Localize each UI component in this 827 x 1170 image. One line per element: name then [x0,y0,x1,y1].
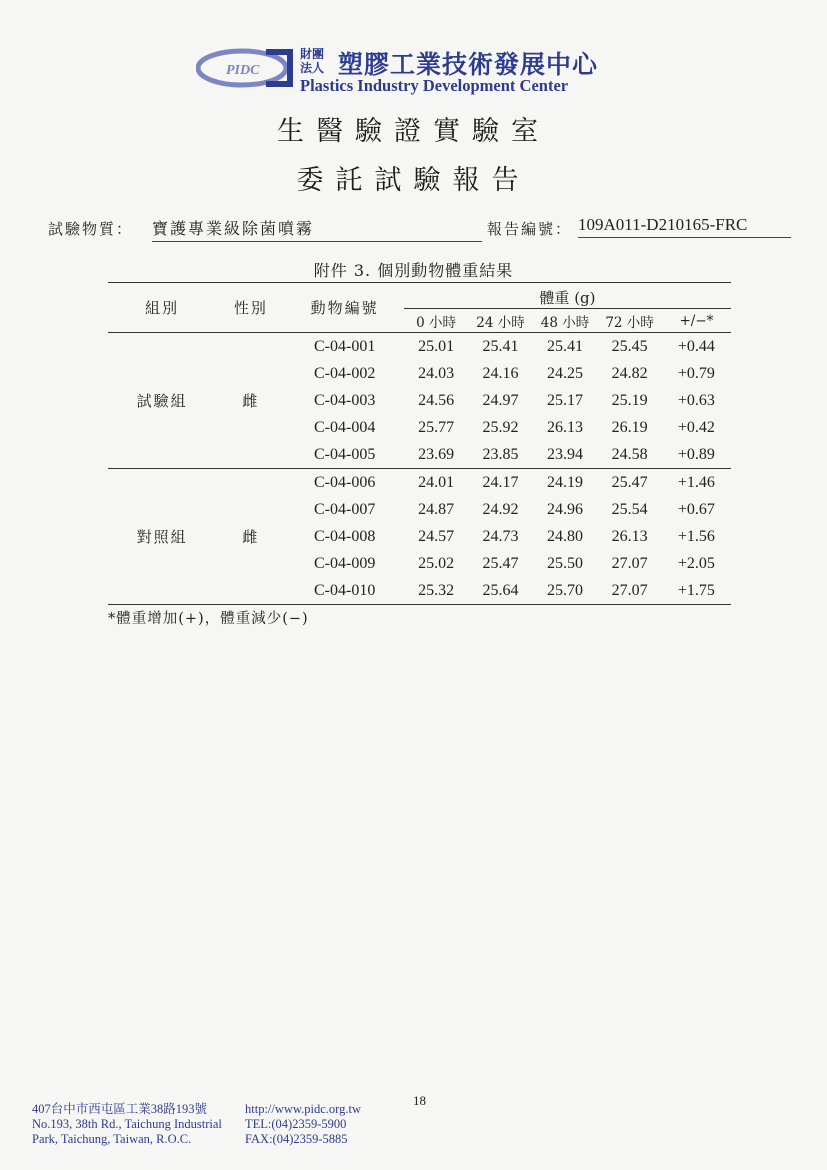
weight-cell: 26.13 [611,527,648,545]
website-link[interactable]: http://www.pidc.org.tw [245,1102,361,1116]
org-type-label-2: 法人 [300,61,325,75]
report-number-value: 109A011-D210165-FRC [578,215,791,238]
weight-cell: 25.47 [611,473,648,491]
weight-cell: 25.54 [611,500,648,518]
lab-title: 生醫驗證實驗室 [277,116,550,147]
weight-cell: 25.19 [611,391,648,409]
weight-cell: 27.07 [611,554,648,572]
animal-id-cell: C-04-006 [313,473,376,491]
weight-cell: 25.17 [547,391,584,409]
animal-id-cell: C-04-001 [313,337,376,355]
table-row [108,333,731,361]
animal-id-cell: C-04-005 [285,441,404,469]
address-en-line-1: No.193, 38th Rd., Taichung Industrial [32,1117,222,1131]
org-type-label-1: 財團 [300,47,325,61]
weight-change-cell: +0.79 [677,364,715,382]
header-diff: +/−* [662,309,731,333]
weight-cell: 24.01 [418,473,455,491]
weight-cell: 26.13 [547,418,584,436]
weight-change-cell: +0.67 [677,500,715,518]
animal-id-cell: C-04-004 [313,418,376,436]
header-group: 組別 [108,283,216,333]
weight-cell: 24.16 [482,364,519,382]
table-row [108,469,731,497]
weight-cell: 25.01 [418,337,455,355]
group-name-cell: 試驗組 [108,333,216,469]
weight-cell: 23.69 [404,441,468,469]
fax: FAX:(04)2359-5885 [245,1132,348,1146]
weight-cell: 24.80 [547,527,584,545]
org-name-en: Plastics Industry Development Center [300,76,569,95]
report-number-label: 報告編號： [487,220,573,238]
weight-cell: 25.32 [404,577,468,605]
weight-cell: 25.50 [547,554,584,572]
report-title: 委託試驗報告 [296,165,531,196]
weight-cell: 24.87 [418,500,455,518]
weight-cell: 25.92 [482,418,519,436]
weight-cell: 24.17 [482,473,519,491]
weight-cell: 25.41 [482,337,519,355]
animal-id-cell: C-04-010 [285,577,404,605]
weight-cell: 25.64 [468,577,533,605]
substance-label: 試驗物質： [48,220,134,238]
sex-cell: 雌 [216,333,285,469]
header-72h: 72 小時 [597,309,662,333]
weight-cell: 23.85 [468,441,533,469]
logo-text: PIDC [226,63,260,78]
org-name-zh: 塑膠工業技術發展中心 [338,50,599,79]
animal-id-cell: C-04-008 [313,527,376,545]
weight-cell: 24.25 [547,364,584,382]
weight-cell: 25.02 [418,554,455,572]
telephone: TEL:(04)2359-5900 [245,1117,347,1131]
weight-cell: 27.07 [597,577,662,605]
weight-change-cell: +2.05 [677,554,715,572]
weight-change-cell: +0.63 [677,391,715,409]
table-body [108,333,731,605]
header-24h: 24 小時 [468,309,533,333]
weight-cell: 24.57 [418,527,455,545]
weight-change-cell: +0.42 [677,418,715,436]
weight-cell: 23.94 [533,441,598,469]
weight-cell: 25.77 [418,418,455,436]
table-footnote: *體重增加(+)，體重減少(−) [108,611,309,627]
weight-cell: 25.47 [482,554,519,572]
weight-change-cell: +1.46 [677,473,715,491]
weight-cell: 25.41 [547,337,584,355]
weight-cell: 25.70 [533,577,598,605]
body-weight-table [108,282,731,605]
header-0h: 0 小時 [404,309,468,333]
weight-change-cell: +0.89 [662,441,731,469]
header-sex: 性別 [216,283,285,333]
weight-cell: 24.96 [547,500,584,518]
weight-change-cell: +1.56 [677,527,715,545]
weight-cell: 24.82 [611,364,648,382]
weight-cell: 24.58 [597,441,662,469]
weight-cell: 24.19 [547,473,584,491]
animal-id-cell: C-04-009 [313,554,376,572]
weight-cell: 24.73 [482,527,519,545]
weight-change-cell: +1.75 [662,577,731,605]
weight-change-cell: +0.44 [677,337,715,355]
substance-value: 寶護專業級除菌噴霧 [152,216,482,242]
group-name-cell: 對照組 [108,469,216,605]
weight-cell: 25.45 [611,337,648,355]
address-zh: 407台中市西屯區工業38路193號 [32,1102,208,1116]
weight-cell: 24.03 [418,364,455,382]
address-en-line-2: Park, Taichung, Taiwan, R.O.C. [32,1132,192,1146]
animal-id-cell: C-04-002 [313,364,376,382]
weight-cell: 24.97 [482,391,519,409]
page-number: 18 [413,1093,426,1108]
weight-cell: 24.92 [482,500,519,518]
animal-id-cell: C-04-003 [313,391,376,409]
animal-id-cell: C-04-007 [313,500,376,518]
weight-cell: 26.19 [611,418,648,436]
header-48h: 48 小時 [533,309,598,333]
pidc-logo [196,46,294,90]
header-animal-id: 動物編號 [285,283,404,333]
weight-cell: 24.56 [418,391,455,409]
header-body-weight: 體重 (g) [404,283,731,309]
sex-cell: 雌 [216,469,285,605]
table-caption: 附件 3. 個別動物體重結果 [313,261,514,280]
